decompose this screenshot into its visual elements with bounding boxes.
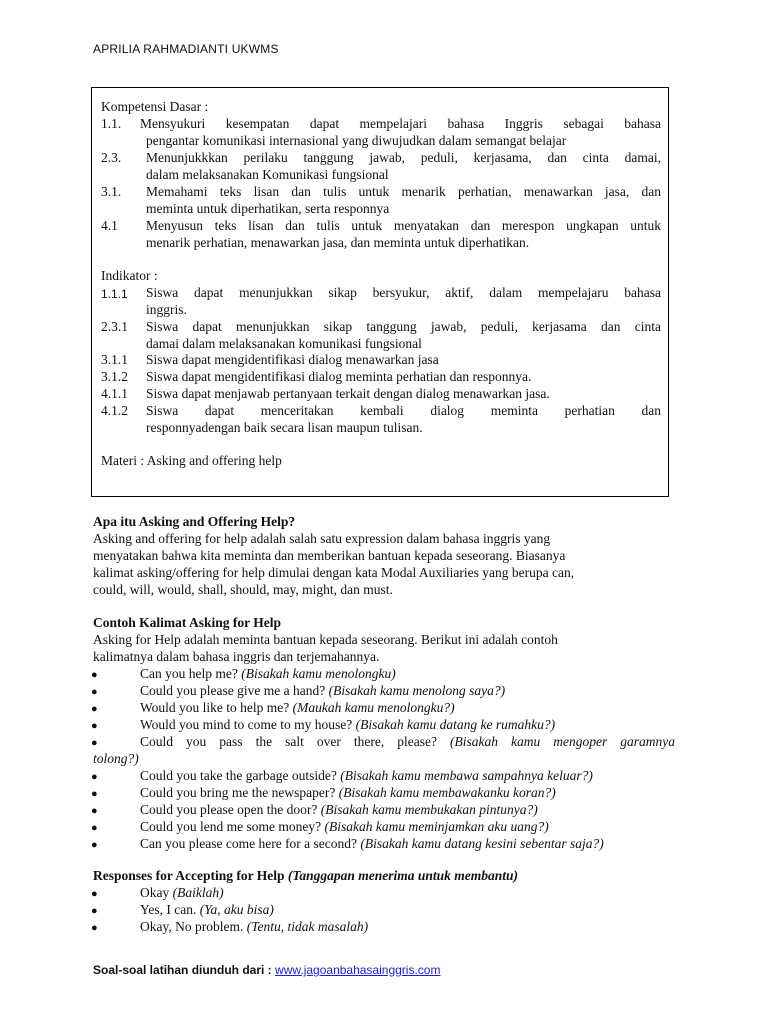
example-en: Can you help me? — [140, 666, 238, 681]
bullet-icon: ● — [91, 888, 98, 900]
indicator-title: Indikator : — [101, 268, 158, 283]
responses-title: Responses for Accepting for Help — [93, 868, 285, 883]
bullet-icon: ● — [91, 703, 98, 715]
response-en: Yes, I can. — [140, 902, 197, 917]
indicator-num: 4.1.2 — [101, 403, 128, 418]
bullet-icon: ● — [91, 905, 98, 917]
example-translation: (Bisakah kamu membukakan pintunya?) — [320, 802, 538, 817]
list-item — [140, 785, 556, 801]
example-en: Would you mind to come to my house? — [140, 717, 353, 732]
example-en: Could you bring me the newspaper? — [140, 785, 336, 800]
response-translation: (Tentu, tidak masalah) — [246, 919, 369, 934]
example-translation: (Bisakah kamu mengoper garamnya — [449, 734, 676, 749]
materi: Materi : Asking and offering help — [101, 453, 282, 468]
kd-text-cont: dalam melaksanakan Komunikasi fungsional — [146, 167, 389, 182]
list-item — [140, 717, 555, 733]
example-translation: (Bisakah kamu datang ke rumahku?) — [355, 717, 556, 732]
kd-num: 3.1. — [101, 184, 122, 199]
header-author: APRILIA RAHMADIANTI UKWMS — [93, 42, 279, 56]
section-title-asking-help: Contoh Kalimat Asking for Help — [93, 615, 282, 630]
example-translation: (Bisakah kamu menolongku) — [241, 666, 396, 681]
indicator-text: Siswa dapat mengidentifikasi dialog menawarkan jasa — [146, 352, 439, 367]
list-item — [140, 666, 396, 682]
list-item — [140, 919, 368, 935]
bullet-icon: ● — [91, 771, 98, 783]
indicator-num: 1.1.1 — [101, 287, 128, 301]
example-translation-cont: tolong?) — [93, 751, 139, 766]
bullet-icon: ● — [91, 788, 98, 800]
list-item — [140, 902, 274, 918]
paragraph-line: Asking and offering for help adalah salah satu expression dalam bahasa inggris yang — [93, 531, 551, 546]
list-item — [140, 802, 538, 818]
example-translation: (Bisakah kamu datang kesini sebentar saja?) — [360, 836, 604, 851]
example-en: Can you please come here for a second? — [140, 836, 358, 851]
kd-text-cont: pengantar komunikasi internasional yang diwujudkan dalam semangat belajar — [146, 133, 567, 148]
indicator-num: 2.3.1 — [101, 319, 128, 334]
indicator-text: Siswa dapat menceritakan kembali dialog meminta perhatian dan — [146, 403, 661, 418]
list-item — [140, 734, 675, 750]
kd-title: Kompetensi Dasar : — [101, 99, 209, 114]
response-translation: (Ya, aku bisa) — [199, 902, 274, 917]
response-en: Okay — [140, 885, 170, 900]
example-en: Could you take the garbage outside? — [140, 768, 337, 783]
example-translation: (Bisakah kamu membawakanku koran?) — [338, 785, 556, 800]
example-translation: (Bisakah kamu membawa sampahnya keluar?) — [340, 768, 593, 783]
paragraph-line: kalimatnya dalam bahasa inggris dan terjemahannya. — [93, 649, 380, 664]
bullet-icon: ● — [91, 839, 98, 851]
section-title-responses — [93, 868, 518, 884]
example-translation: (Maukah kamu menolongku?) — [292, 700, 455, 715]
example-en: Could you please open the door? — [140, 802, 318, 817]
indicator-text: Siswa dapat menunjukkan sikap tanggung jawab, peduli, kerjasama dan cinta — [146, 319, 661, 334]
responses-title-translation: (Tanggapan menerima untuk membantu) — [287, 868, 519, 883]
paragraph-line: menyatakan bahwa kita meminta dan memberikan bantuan kepada seseorang. Biasanya — [93, 548, 566, 563]
kd-text: Mensyukuri kesempatan dapat mempelajari bahasa Inggris sebagai bahasa — [140, 116, 661, 131]
list-item — [140, 836, 604, 852]
bullet-icon: ● — [91, 737, 98, 749]
list-item — [140, 768, 593, 784]
kd-text: Menyusun teks lisan dan tulis untuk menyatakan dan merespon ungkapan untuk — [146, 218, 661, 233]
bullet-icon: ● — [91, 720, 98, 732]
indicator-text: Siswa dapat mengidentifikasi dialog meminta perhatian dan responnya. — [146, 369, 532, 384]
list-item — [140, 683, 505, 699]
indicator-text: Siswa dapat menjawab pertanyaan terkait dengan dialog menawarkan jasa. — [146, 386, 550, 401]
example-en: Could you please give me a hand? — [140, 683, 326, 698]
indicator-text: Siswa dapat menunjukkan sikap bersyukur, aktif, dalam mempelajaru bahasa — [146, 285, 661, 300]
example-translation: (Bisakah kamu meminjamkan aku uang?) — [324, 819, 549, 834]
footer-label: Soal-soal latihan diunduh dari : — [93, 963, 272, 977]
bullet-icon: ● — [91, 822, 98, 834]
list-item — [140, 819, 549, 835]
paragraph-line: Asking for Help adalah meminta bantuan kepada seseorang. Berikut ini adalah contoh — [93, 632, 558, 647]
kd-num: 1.1. — [101, 116, 122, 131]
list-item — [140, 700, 455, 716]
response-en: Okay, No problem. — [140, 919, 244, 934]
kd-text: Menunjukkkan perilaku tanggung jawab, peduli, kerjasama, dan cinta damai, — [146, 150, 661, 165]
kd-num: 4.1 — [101, 218, 118, 233]
kd-text-cont: menarik perhatian, menawarkan jasa, dan meminta untuk diperhatikan. — [146, 235, 530, 250]
paragraph-line: could, will, would, shall, should, may, might, dan must. — [93, 582, 393, 597]
indicator-num: 3.1.2 — [101, 369, 128, 384]
bullet-icon: ● — [91, 805, 98, 817]
indicator-num: 4.1.1 — [101, 386, 128, 401]
response-translation: (Baiklah) — [172, 885, 224, 900]
indicator-text-cont: responnyadengan baik secara lisan maupun tulisan. — [146, 420, 423, 435]
kd-text: Memahami teks lisan dan tulis untuk menarik perhatian, menawarkan jasa, dan — [146, 184, 661, 199]
list-item — [140, 885, 224, 901]
bullet-icon: ● — [91, 686, 98, 698]
bullet-icon: ● — [91, 669, 98, 681]
kd-text-cont: meminta untuk diperhatikan, serta responnya — [146, 201, 390, 216]
indicator-num: 3.1.1 — [101, 352, 128, 367]
paragraph-line: kalimat asking/offering for help dimulai dengan kata Modal Auxiliaries yang berupa can, — [93, 565, 575, 580]
example-en: Would you like to help me? — [140, 700, 290, 715]
section-title-asking-offering: Apa itu Asking and Offering Help? — [93, 514, 296, 529]
bullet-icon: ● — [91, 922, 98, 934]
example-en: Could you pass the salt over there, please? — [140, 734, 437, 749]
kd-num: 2.3. — [101, 150, 122, 165]
example-translation: (Bisakah kamu menolong saya?) — [328, 683, 506, 698]
indicator-text-cont: inggris. — [146, 302, 187, 317]
example-en: Could you lend me some money? — [140, 819, 322, 834]
indicator-text-cont: damai dalam melaksanakan komunikasi fungsional — [146, 336, 422, 351]
footer — [93, 963, 440, 977]
footer-link[interactable]: www.jagoanbahasainggris.com — [275, 963, 441, 977]
